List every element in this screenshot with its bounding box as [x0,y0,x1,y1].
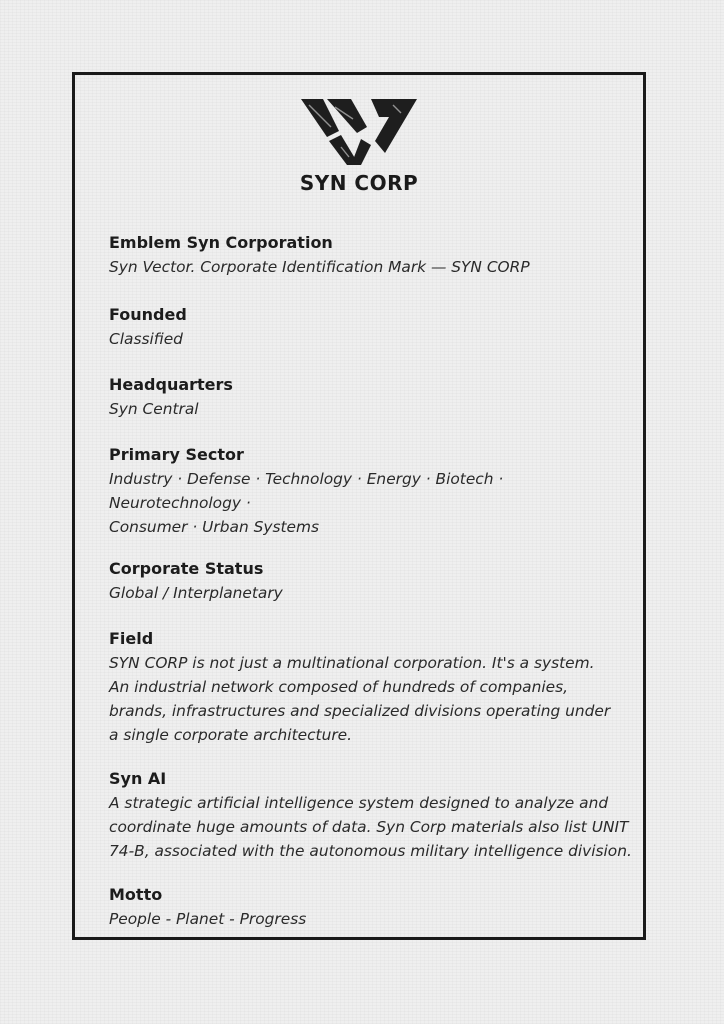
company-profile-fields [109,231,634,931]
field-value: Classified [109,330,183,348]
field-founded [109,303,634,351]
field-label: Motto [109,885,163,904]
field-value: A strategic artificial intelligence system designed to analyze and coordinate huge amounts of data. Syn Corp materials also list UNIT 74-B, associated with the autonomous military intelligence division. [109,794,632,860]
field-value: Global / Interplanetary [109,584,283,602]
field-label: Corporate Status [109,559,264,578]
field-value: Syn Vector. Corporate Identification Mark — SYN CORP [109,258,530,276]
field-value: People - Planet - Progress [109,910,307,928]
field-field [109,627,634,747]
logo-wordmark: SYN CORP [299,171,419,195]
field-label: Primary Sector [109,445,244,464]
field-label: Field [109,629,154,648]
syn-vector-emblem-icon [301,97,417,167]
field-value: SYN CORP is not just a multinational corporation. It's a system. An industrial network composed of hundreds of companies, brands, infrastructures and specialized divisions operating under a single corporate architecture. [109,654,611,744]
document-frame [72,72,646,940]
field-syn-ai [109,767,634,863]
field-label: Headquarters [109,375,233,394]
field-primary-sector [109,443,634,539]
field-label: Emblem Syn Corporation [109,233,333,252]
field-corporate-status [109,557,634,605]
field-value: Industry · Defense · Technology · Energy · Biotech · Neurotechnology · Consumer · Urban Systems [109,470,504,536]
syn-corp-logo [75,97,643,195]
field-label: Founded [109,305,187,324]
field-value: Syn Central [109,400,199,418]
field-label: Syn AI [109,769,167,788]
field-motto [109,883,634,931]
field-emblem [109,231,634,279]
field-headquarters [109,373,634,421]
